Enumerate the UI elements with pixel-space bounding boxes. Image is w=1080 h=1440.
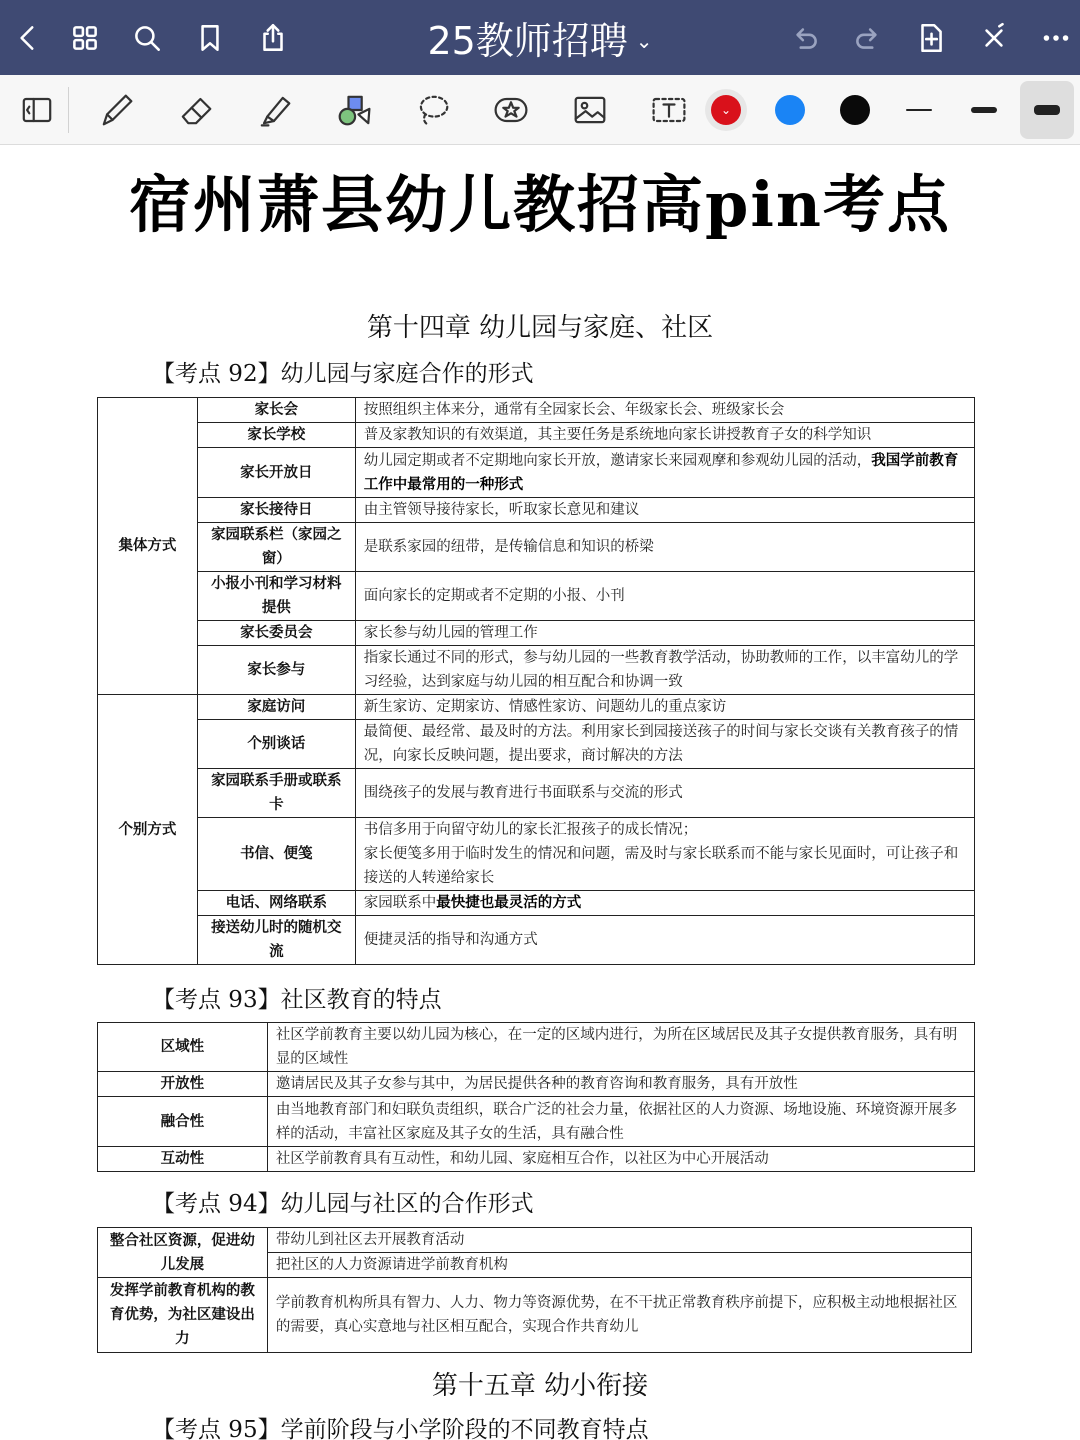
table-row [98, 916, 975, 965]
search-icon[interactable] [119, 0, 175, 75]
document-title-dropdown[interactable] [340, 0, 740, 75]
table-row [98, 423, 975, 448]
chapter-14-heading: 第十四章 幼儿园与家庭、社区 [366, 313, 714, 343]
pen-icon[interactable] [88, 81, 146, 139]
red-color-dot: ⌄ [711, 95, 741, 125]
red-color-swatch[interactable] [697, 81, 755, 139]
desc-text-2: 家长便笺多用于临时发生的情况和问题，需及时与家长联系而不能与家长见面时，可让孩子和接送的人转递给家长 [363, 846, 959, 886]
table-row [98, 695, 975, 720]
annotation-toolbar [0, 75, 1080, 145]
thick-stroke-icon[interactable] [1020, 81, 1074, 139]
document-title: 25教师招聘 [427, 19, 628, 63]
row-desc: 指家长通过不同的形式，参与幼儿园的一些教育教学活动，协助教师的工作，以丰富幼儿的学习经验，达到家庭与幼儿园的相互配合和协调一致 [355, 646, 974, 695]
row-item: 融合性 [98, 1097, 268, 1147]
row-item: 互动性 [98, 1147, 268, 1172]
table-94 [97, 1227, 972, 1353]
table-row [98, 1023, 975, 1072]
table-row [98, 646, 975, 695]
more-icon[interactable] [1028, 0, 1080, 75]
shapes-icon[interactable] [325, 81, 383, 139]
row-desc: 最简便、最经常、最及时的方法。利用家长到园接送孩子的时间与家长交谈有关教育孩子的情况，向家长反映问题，提出要求，商讨解决的方法 [355, 720, 974, 769]
black-color-dot [840, 95, 870, 125]
table-row [98, 1278, 972, 1353]
bookmark-icon[interactable] [182, 0, 238, 75]
table-row [98, 448, 975, 498]
selected-color-ring [705, 89, 747, 131]
row-desc: 是联系家园的纽带，是传输信息和知识的桥梁 [355, 523, 974, 572]
blue-color-swatch[interactable] [761, 81, 819, 139]
desc-text: 书信多用于向留守幼儿的家长汇报孩子的成长情况； [363, 822, 698, 838]
top-nav-bar [0, 0, 1080, 75]
lasso-icon[interactable] [404, 81, 462, 139]
highlighter-icon[interactable] [246, 81, 304, 139]
row-item: 家庭访问 [197, 695, 355, 720]
row-desc: 便捷灵活的指导和沟通方式 [355, 916, 974, 965]
row-item: 家长会 [197, 398, 355, 423]
sticker-icon[interactable] [482, 81, 540, 139]
group-individual: 个别方式 [98, 695, 198, 965]
row-desc: 普及家教知识的有效渠道，其主要任务是系统地向家长讲授教育子女的科学知识 [355, 423, 974, 448]
section-95-heading: 【考点 95】学前阶段与小学阶段的不同教育特点 [152, 1417, 649, 1440]
page-title: 宿州萧县幼儿教招高pin考点 [129, 168, 951, 241]
back-icon[interactable] [0, 0, 56, 75]
row-desc: 由当地教育部门和妇联负责组织，联合广泛的社会力量，依据社区的人力资源、场地设施、环境资源开展多样的活动，丰富社区家庭及其子女的生活，具有融合性 [267, 1097, 974, 1147]
row-desc: 面向家长的定期或者不定期的小报、小刊 [355, 572, 974, 621]
row-item: 发挥学前教育机构的教育优势，为社区建设出力 [98, 1278, 268, 1353]
desc-bold: 最快捷也最灵活的方式 [436, 895, 582, 911]
chevron-down-icon: ⌄ [635, 28, 653, 53]
sidebar-toggle-icon[interactable] [8, 81, 66, 139]
black-color-swatch[interactable] [826, 81, 884, 139]
row-item: 家园联系手册或联系卡 [197, 769, 355, 818]
table-92 [97, 397, 975, 965]
row-item: 整合社区资源，促进幼儿发展 [98, 1228, 268, 1278]
grid-icon[interactable] [57, 0, 113, 75]
row-item: 个别谈话 [197, 720, 355, 769]
row-item: 家长委员会 [197, 621, 355, 646]
share-icon[interactable] [245, 0, 301, 75]
close-icon[interactable] [966, 0, 1022, 75]
table-row [98, 720, 975, 769]
table-row [98, 621, 975, 646]
table-row [98, 769, 975, 818]
row-desc [355, 818, 974, 891]
redo-icon[interactable] [840, 0, 896, 75]
row-item: 区域性 [98, 1023, 268, 1072]
group-collective: 集体方式 [98, 398, 198, 695]
row-item: 家长开放日 [197, 448, 355, 498]
table-row [98, 891, 975, 916]
row-desc: 邀请居民及其子女参与其中，为居民提供各种的教育咨询和教育服务，具有开放性 [267, 1072, 974, 1097]
medium-stroke-icon[interactable] [955, 81, 1013, 139]
row-desc: 新生家访、定期家访、情感性家访、问题幼儿的重点家访 [355, 695, 974, 720]
blue-color-dot [775, 95, 805, 125]
chapter-15-heading: 第十五章 幼小衔接 [431, 1371, 649, 1401]
row-item: 电话、网络联系 [197, 891, 355, 916]
thin-stroke-icon[interactable] [890, 81, 948, 139]
table-row [98, 1228, 972, 1253]
row-desc: 社区学前教育具有互动性，和幼儿园、家庭相互合作，以社区为中心开展活动 [267, 1147, 974, 1172]
row-desc [355, 448, 974, 498]
section-94-heading: 【考点 94】幼儿园与社区的合作形式 [152, 1191, 534, 1217]
section-93-heading: 【考点 93】社区教育的特点 [152, 987, 442, 1013]
row-desc [355, 891, 974, 916]
row-item: 接送幼儿时的随机交流 [197, 916, 355, 965]
row-desc: 社区学前教育主要以幼儿园为核心，在一定的区域内进行，为所在区域居民及其子女提供教育服务，具有明显的区域性 [267, 1023, 974, 1072]
row-desc: 围绕孩子的发展与教育进行书面联系与交流的形式 [355, 769, 974, 818]
row-item: 家长接待日 [197, 498, 355, 523]
table-93 [97, 1022, 975, 1172]
document-page [0, 145, 1080, 1440]
table-row [98, 1097, 975, 1147]
table-row [98, 523, 975, 572]
row-desc-2: 把社区的人力资源请进学前教育机构 [267, 1253, 971, 1278]
table-row [98, 498, 975, 523]
table-row [98, 1147, 975, 1172]
table-row [98, 572, 975, 621]
row-desc: 家长参与幼儿园的管理工作 [355, 621, 974, 646]
row-item: 家园联系栏（家园之窗） [197, 523, 355, 572]
row-item: 家长学校 [197, 423, 355, 448]
row-item: 家长参与 [197, 646, 355, 695]
row-desc: 由主管领导接待家长，听取家长意见和建议 [355, 498, 974, 523]
toolbar-divider [68, 87, 69, 133]
eraser-icon[interactable] [167, 81, 225, 139]
undo-icon[interactable] [777, 0, 833, 75]
desc-text: 家园联系中 [363, 895, 437, 911]
desc-bold: 我国学前教育工作中最常用的一种形式 [363, 452, 959, 493]
row-desc: 带幼儿到社区去开展教育活动 [267, 1228, 971, 1253]
desc-text: 幼儿园定期或者不定期地向家长开放，邀请家长来园观摩和参观幼儿园的活动， [363, 452, 872, 469]
table-row [98, 398, 975, 423]
table-row [98, 1072, 975, 1097]
table-row [98, 818, 975, 891]
row-item: 开放性 [98, 1072, 268, 1097]
row-item: 小报小刊和学习材料提供 [197, 572, 355, 621]
image-icon[interactable] [561, 81, 619, 139]
section-92-heading: 【考点 92】幼儿园与家庭合作的形式 [152, 361, 534, 387]
add-page-icon[interactable] [903, 0, 959, 75]
row-desc: 按照组织主体来分，通常有全园家长会、年级家长会、班级家长会 [355, 398, 974, 423]
row-desc: 学前教育机构所具有智力、人力、物力等资源优势，在不干扰正常教育秩序前提下，应积极主动地根据社区的需要，真心实意地与社区相互配合，实现合作共育幼儿 [267, 1278, 971, 1353]
text-box-icon[interactable] [640, 81, 698, 139]
row-item: 书信、便笺 [197, 818, 355, 891]
